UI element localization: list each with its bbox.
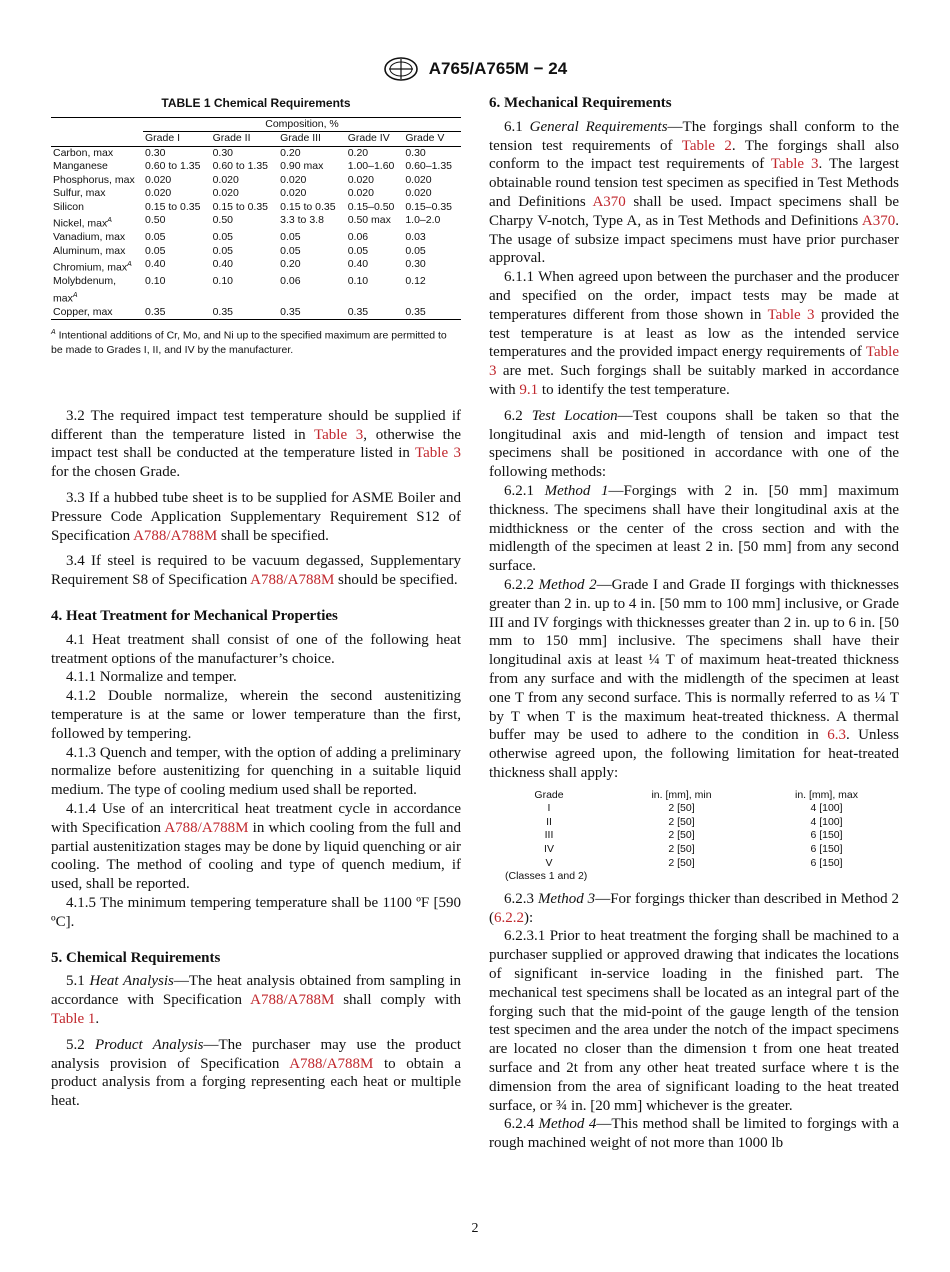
limits-cell: IV [544,843,554,856]
table1-property: Silicon [53,200,84,213]
table1-cell: 1.00–1.60 [347,160,395,173]
para-6-2-3: 6.2.3 Method 3—For forgings thicker than described in Method 2 (6.2.2): [489,890,900,926]
para-6-2-3-1: 6.2.3.1 Prior to heat treatment the forging shall be machined to a purchaser supplied or approved drawing that indicates the locations of significant in-service loading in the finished part. The mechanical test specimens shall be located as an integral part of the forging such that the mid-point of the gauge length of the tension test specimen and the area under the notch of the impact specimens are located no closer than the dimension t from one heat treated surface and 2t from any other heat treated surface where t is the dimension from the area of significant loading to the heat treated surface, or ¾ in. [20 mm] whichever is the greater. [489,928,899,1114]
table1-cell: 0.15–0.35 [405,200,453,213]
para-4-1: 4.1 Heat treatment shall consist of one of the following heat treatment options of the manufacturer’s choice. [51,631,461,667]
table1-cell: 0.50 [212,214,233,227]
limits-cell: 4 [100] [810,815,843,828]
table1-cell: 0.020 [347,187,374,200]
table1-row [51,160,461,174]
limits-cell: 6 [150] [810,856,843,869]
limits-row [489,843,899,857]
table1-cell: 0.35 [278,306,346,320]
table1-cell: 0.10 [212,275,233,288]
table1-cell: 0.35 [143,306,211,320]
limits-cell: 2 [50] [668,856,695,869]
table1-column-header: Grade II [211,132,279,147]
page-number: 2 [471,1221,479,1236]
link-section-9-1[interactable]: 9.1 [519,381,539,398]
para-5-2: 5.2 Product Analysis—The purchaser may use the product analysis provision of Specification A788/A788M to obtain a product analysis from a forging representing each heat or multiple heat. [51,1036,462,1110]
table1-prop-header [51,132,143,147]
link-table2[interactable]: Table 2 [681,137,732,154]
table1-cell: 0.20 [280,146,301,159]
table1-cell: 0.30 [145,146,166,159]
table1-cell: 0.020 [212,173,239,186]
table1-cell: 0.60 to 1.35 [145,160,201,173]
limits-cell: I [547,802,551,815]
link-a788[interactable]: A788/A788M [250,572,335,589]
limits-cell: 6 [150] [810,843,843,856]
limits-note: (Classes 1 and 2) [505,870,588,883]
para-4-1-5: 4.1.5 The minimum tempering temperature shall be 1100 ºF [590 ºC]. [51,894,461,930]
section-5-heading: 5. Chemical Requirements [51,949,221,966]
table1-cell: 0.020 [347,173,374,186]
table1-cell: 0.05 [212,244,233,257]
limits-cell: III [544,829,554,842]
table1-column-header: Grade IV [346,132,404,147]
table1-cell: 0.15 to 0.35 [212,200,269,213]
limits-row [489,802,899,816]
link-a370[interactable]: A370 [861,212,896,229]
table1-row [51,245,461,259]
table1-cell: 0.40 [212,258,233,271]
table1-cell: 0.020 [145,187,172,200]
table1-row [51,306,461,320]
table1-property: Sulfur, max [53,187,106,200]
table1-cell: 0.15–0.50 [347,200,395,213]
link-a788[interactable]: A788/A788M [250,992,335,1009]
link-table3[interactable]: Table 3 [767,306,815,323]
thickness-limits-table [489,789,899,884]
table1-cell: 0.05 [145,244,166,257]
link-a788[interactable]: A788/A788M [164,819,249,836]
para-3-4: 3.4 If steel is required to be vacuum degassed, Supplementary Requirement S8 of Specification A788/A788M should be specified. [51,553,461,589]
table1-cell: 0.20 [280,258,301,271]
table1-property: Vanadium, max [53,231,126,244]
table1-title: TABLE 1 Chemical Requirements [161,96,351,110]
table1-cell: 0.30 [212,146,233,159]
limits-cell: V [545,856,553,869]
para-6-2: 6.2 Test Location—Test coupons shall be taken so that the longitudinal axis and mid-length of tension and impact test specimens shall be positioned in accordance with one of the following methods: [489,407,900,481]
table1-cell: 0.020 [145,173,172,186]
para-5-1: 5.1 Heat Analysis—The heat analysis obtained from sampling in accordance with Specification A788/A788M shall comply with Table 1. [51,973,462,1027]
table1-cell: 0.90 max [280,160,324,173]
para-3-3: 3.3 If a hubbed tube sheet is to be supplied for ASME Boiler and Pressure Code Application Supplementary Requirement S12 of Specification A788/A788M shall be specified. [51,489,461,544]
table1-footnote: $^A$ Intentional additions of Cr, Mo, and Ni up to the specified maximum are permitted to be made to Grades I, II, and IV by the manufacturer. [51,329,447,356]
limits-column-header: in. [mm], max [794,788,858,801]
para-6-1-1: 6.1.1 When agreed upon between the purchaser and the producer and specified on the order, impact tests may be made at temperatures different from those shown in Table 3 provided the test temperature is at least as low as the intended service temperatures and the provided impact energy requirements of Table 3 are met. Such forgings shall be suitably marked in accordance with 9.1 to identify the test temperature. [489,269,899,398]
table1-cell: 0.40 [145,258,166,271]
table1-group-header: Composition, % [143,117,461,132]
table1-cell: 0.05 [405,244,426,257]
table1-cell: 0.30 [405,146,426,159]
table1-cell: 0.06 [347,231,369,244]
table1-cell: 0.10 [145,275,166,288]
limits-cell: 2 [50] [668,829,695,842]
table1-cell: 0.05 [212,231,233,244]
table1-column-header: Grade V [403,132,461,147]
link-table3[interactable]: Table 3 [415,445,461,462]
table1-row [51,231,461,245]
table1-property: Chromium, $\max^A$ [53,261,132,274]
table1-cell: 0.15 to 0.35 [280,200,336,213]
para-3-2: 3.2 The required impact test temperature should be supplied if different than the temperature listed in Table 3, otherwise the impact test shall be conducted at the temperature listed in Table 3 for the chosen Grade. [51,407,461,481]
link-table1[interactable]: Table 1 [51,1010,96,1027]
table1-row [51,214,461,231]
limits-cell: 2 [50] [668,815,695,828]
table1-cell: 0.50 max [347,214,391,227]
para-4-1-3: 4.1.3 Quench and temper, with the option of adding a preliminary normalize before austenitizing for quenching in a suitable liquid medium. The type of cooling medium used shall be reported. [51,744,461,799]
page-header [0,56,950,82]
table1-property: Aluminum, max [53,244,126,257]
table1-cell: 0.020 [280,173,307,186]
table1-row [51,174,461,188]
table1-cell: 0.020 [405,173,432,186]
table1-cell: 0.05 [280,231,301,244]
para-6-2-1: 6.2.1 Method 1—Forgings with 2 in. [50 mm] maximum thickness. The specimens shall have their longitudinal axis at the midthickness or the center of the cross section and with the midlength of the specimen at least 2 in. [50 mm] from any second surface. [489,482,900,575]
table1-cell: 0.05 [347,244,369,257]
table1-cell: 0.15 to 0.35 [145,200,201,213]
table1-row [51,187,461,201]
table1-cell: 0.20 [347,146,369,159]
chemical-requirements-table [51,117,461,321]
table1-cell: 0.35 [211,306,279,320]
table1-row [51,258,461,275]
limits-column-header: in. [mm], min [651,788,712,801]
astm-logo-icon [383,56,419,82]
limits-row [489,829,899,843]
limits-row [489,816,899,830]
table1-cell: 0.03 [405,231,426,244]
limits-column-header: Grade [534,788,564,801]
section-6-heading: 6. Mechanical Requirements [489,95,672,111]
limits-cell: II [546,815,552,828]
limits-cell: 4 [100] [810,802,843,815]
table1-property: Copper, max [51,306,143,320]
para-6-1: 6.1 General Requirements—The forgings shall conform to the tension test requirements of Table 2. The forgings shall also conform to the impact test requirements of Table 3. The largest obtainable round tension test specimen as specified in Test Methods and Definitions A370 shall be used. Impact specimens shall be Charpy V-notch, Type A, as in Test Methods and Definitions A370. The usage of subsize impact specimens must have prior purchaser approval. [489,118,900,267]
link-a370[interactable]: A370 [592,193,626,210]
table1-cell: 0.60 to 1.35 [212,160,269,173]
table1-cell: 0.05 [145,231,166,244]
table1-cell: 3.3 to 3.8 [280,214,324,227]
link-a788[interactable]: A788/A788M [289,1055,374,1072]
link-table3[interactable]: Table 3 [489,344,899,380]
limits-cell: 6 [150] [810,829,843,842]
table1-property: Carbon, max [53,146,114,159]
table1-property: Phosphorus, max [53,173,135,186]
link-table3[interactable]: Table 3 [770,156,819,173]
link-section-6-3[interactable]: 6.3 [827,727,846,744]
para-4-1-1: 4.1.1 Normalize and temper. [66,669,237,686]
limits-cell: 2 [50] [668,843,695,856]
para-4-1-2: 4.1.2 Double normalize, wherein the second austenitizing temperature is at the same or lower temperature than the first, followed by tempering. [51,688,461,742]
table1-cell: 0.020 [212,187,239,200]
table1-cell: 0.35 [403,306,461,320]
link-section-6-2-2[interactable]: 6.2.2 [494,909,524,926]
table1-row [51,201,461,215]
table1-property: Nickel, $\max^A$ [53,217,112,230]
table1-cell: 0.05 [280,244,301,257]
table1-cell: 0.60–1.35 [405,160,453,173]
right-column [489,94,899,1153]
table1-cell: 0.35 [346,306,404,320]
table1-cell: 0.40 [347,258,369,271]
table1-corner [51,117,143,132]
limits-row [489,857,899,871]
table1-property: Molybdenum, $\max^A$ [53,275,117,305]
table1-cell: 0.10 [347,275,369,288]
section-4-heading: 4. Heat Treatment for Mechanical Properties [51,607,338,624]
left-column [51,94,461,1111]
table1-cell: 0.50 [145,214,166,227]
limits-cell: 2 [50] [668,802,695,815]
table1-column-header: Grade III [278,132,346,147]
table1-cell: 0.30 [405,258,426,271]
table1-cell: 1.0–2.0 [405,214,441,227]
para-6-2-2: 6.2.2 Method 2—Grade I and Grade II forgings with thicknesses greater than 2 in. up to 4 in. [50 mm to 100 mm] inclusive, or Grade III and IV forgings with thicknesses greater than 2 in. up to 6 in. [50 mm to 150 mm] inclusive. The specimens shall have their longitudinal axis at least ¼ T of maximum heat-treated thickness from any surface and with the midlength of the specimen at least one T from any second surface. This is normally referred to as ¼ T by T when T is the maximum heat-treated thickness. A thermal buffer may be used to adhere to the condition in 6.3. Unless otherwise agreed upon, the following limitation for heat-treated thickness shall apply: [489,576,899,781]
table1-cell: 0.020 [405,187,432,200]
table1-column-header: Grade I [143,132,211,147]
link-a788[interactable]: A788/A788M [133,527,218,544]
para-4-1-4: 4.1.4 Use of an intercritical heat treatment cycle in accordance with Specification A788/A788M in which cooling from the full and partial austenitization stages may be done by liquid quenching or air cooling. The method of cooling and type of quench medium, if used, shall be reported. [51,800,461,893]
table1-cell: 0.12 [405,275,426,288]
table1-row [51,275,461,306]
table1-cell: 0.06 [280,275,301,288]
para-6-2-4: 6.2.4 Method 4—This method shall be limited to forgings with a rough machined weight of not more than 1000 lb [489,1116,899,1152]
table1-cell: 0.020 [280,187,307,200]
standard-designation: A765/A765M − 24 [428,59,568,78]
table1-row [51,146,461,160]
link-table3[interactable]: Table 3 [314,426,364,443]
table1-property: Manganese [53,160,108,173]
